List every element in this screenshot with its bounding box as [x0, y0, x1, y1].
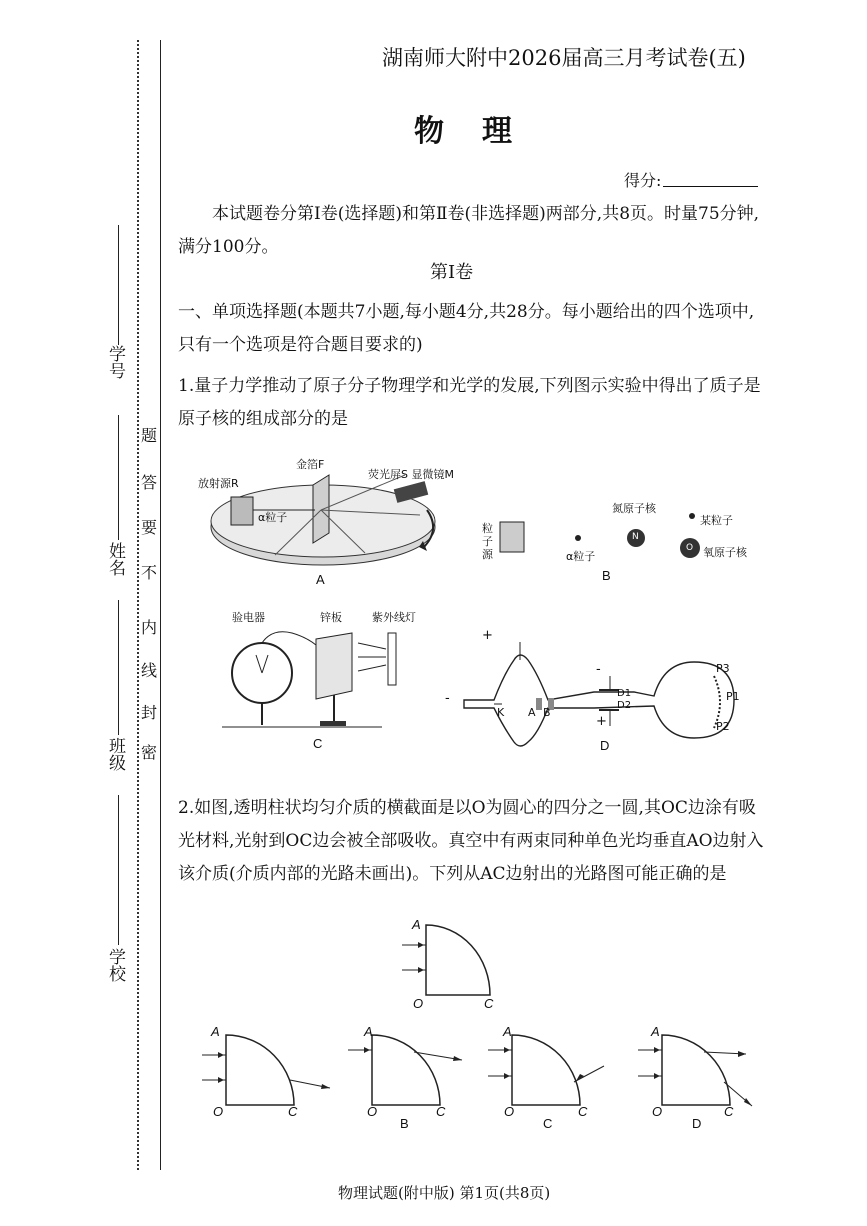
fig-b-oxygen-label: 氧原子核: [703, 546, 747, 559]
opt-b-o: O: [367, 1104, 378, 1119]
fig-a-screen-label: 荧光屏S 显微镜M: [368, 468, 454, 481]
name-label: 姓名: [105, 542, 125, 576]
fig-d-plus-plate: +: [596, 714, 607, 729]
fig-d-minus-left: -: [445, 691, 450, 706]
main-c-label: C: [484, 996, 494, 1011]
seal-char: 密: [141, 743, 158, 762]
binding-dotted-line: [137, 40, 139, 1170]
fig-b-o-symbol: O: [686, 543, 694, 553]
fig-c-letter: C: [313, 736, 323, 751]
fig-d-plus-top: +: [482, 628, 493, 643]
seal-char: 要: [141, 518, 158, 537]
fig-d-d1-label: D1: [617, 688, 632, 699]
opt-d-a: A: [651, 1024, 660, 1039]
figure-d-cathode-tube: [444, 636, 734, 736]
fig-d-a-label: A: [528, 706, 536, 719]
binding-solid-line: [160, 40, 161, 1170]
fig-c-zinc-label: 锌板: [320, 611, 342, 624]
class-label: 班级: [105, 737, 125, 771]
fig-d-p2-label: P2: [716, 720, 730, 733]
seal-char: 不: [141, 563, 158, 582]
figure-q2-option-a: [198, 1030, 348, 1110]
part-title: 第Ⅰ卷: [430, 262, 474, 283]
page-title: 物理: [414, 114, 550, 149]
option-d-letter: D: [692, 1116, 702, 1131]
fig-a-letter: A: [316, 572, 325, 587]
page-footer: 物理试题(附中版) 第1页(共8页): [338, 1184, 551, 1202]
figure-c-photoelectric: [222, 625, 422, 743]
seal-char: 线: [141, 661, 158, 680]
class-blank[interactable]: [118, 600, 119, 735]
fig-b-nitrogen-label: 氮原子核: [612, 502, 656, 515]
fig-d-minus-plate: -: [596, 662, 601, 677]
fig-d-b-label: B: [543, 706, 551, 719]
option-c-letter: C: [543, 1116, 553, 1131]
fig-d-p1-label: P1: [726, 690, 740, 703]
intro-text: 本试题卷分第Ⅰ卷(选择题)和第Ⅱ卷(非选择题)两部分,共8页。时量75分钟,满分100分。: [178, 204, 760, 257]
opt-d-o: O: [652, 1104, 663, 1119]
seal-char: 答: [141, 473, 158, 492]
fig-a-alpha-label: α粒子: [258, 511, 288, 524]
score-label: 得分:: [624, 171, 662, 190]
opt-b-a: A: [364, 1024, 373, 1039]
fig-b-source-label: 粒子源: [482, 522, 493, 561]
score-blank[interactable]: [663, 186, 758, 187]
figure-q2-option-b: [344, 1030, 494, 1110]
seal-char: 封: [141, 703, 158, 722]
opt-a-c: C: [288, 1104, 298, 1119]
fig-b-letter: B: [602, 568, 611, 583]
fig-a-source-label: 放射源R: [198, 477, 239, 490]
opt-a-a: A: [211, 1024, 220, 1039]
fig-d-d2-label: D2: [617, 700, 632, 711]
main-a-label: A: [412, 917, 421, 932]
seal-char: 内: [141, 618, 158, 637]
name-blank[interactable]: [118, 415, 119, 540]
opt-b-c: C: [436, 1104, 446, 1119]
figure-q2-main: [398, 920, 508, 1000]
school-label: 学校: [105, 948, 125, 982]
question-2-text: 2.如图,透明柱状均匀介质的横截面是以O为圆心的四分之一圆,其OC边涂有吸光材料,光射到OC边会被全部吸收。真空中有两束同种单色光均垂直AO边射入该介质(介质内部的光路未画出)。下列从AC边射出的光路图可能正确的是: [178, 798, 764, 884]
fig-c-uv-label: 紫外线灯: [372, 611, 416, 624]
opt-c-o: O: [504, 1104, 515, 1119]
student-id-label: 学号: [105, 345, 125, 379]
fig-c-electroscope-label: 验电器: [232, 611, 265, 624]
opt-c-a: A: [503, 1024, 512, 1039]
exam-header: 湖南师大附中2026届高三月考试卷(五): [382, 46, 746, 70]
fig-b-n-symbol: N: [632, 532, 639, 542]
fig-d-letter: D: [600, 738, 610, 753]
fig-a-foil-label: 金箔F: [296, 458, 325, 471]
question-1-text: 1.量子力学推动了原子分子物理学和光学的发展,下列图示实验中得出了质子是原子核的组成部分的是: [178, 376, 761, 429]
seal-char: 题: [141, 426, 158, 445]
opt-c-c: C: [578, 1104, 588, 1119]
fig-d-p3-label: P3: [716, 662, 730, 675]
fig-d-k-label: K: [497, 706, 505, 719]
option-b-letter: B: [400, 1116, 409, 1131]
figure-q2-option-d: [634, 1030, 784, 1110]
student-id-blank[interactable]: [118, 225, 119, 345]
main-o-label: O: [413, 996, 424, 1011]
fig-b-alpha-label: α粒子: [566, 550, 596, 563]
opt-d-c: C: [724, 1104, 734, 1119]
section-heading: 一、单项选择题(本题共7小题,每小题4分,共28分。每小题给出的四个选项中,只有一个选项是符合题目要求的): [178, 302, 755, 355]
figure-q2-option-c: [484, 1030, 634, 1110]
opt-a-o: O: [213, 1104, 224, 1119]
school-blank[interactable]: [118, 795, 119, 945]
fig-b-particle-label: 某粒子: [700, 514, 733, 527]
